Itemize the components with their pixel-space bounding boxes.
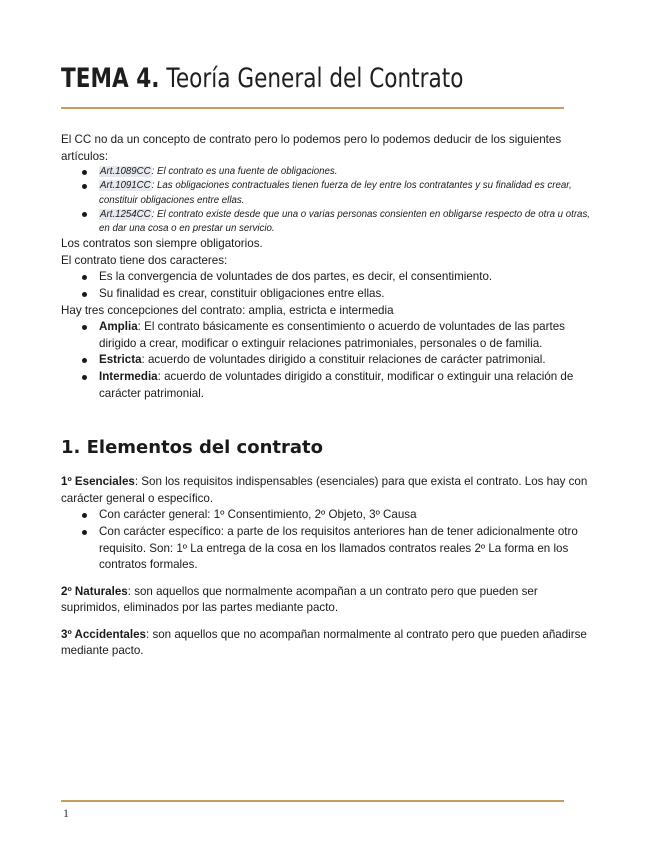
article-ref: Art.1089CC (100, 166, 151, 178)
article-text: : El contrato existe desde que una o varias personas consienten en obligarse respecto de otra u otras, en dar una cosa o en prestar un servicio. (99, 208, 590, 234)
obligatory-paragraph: Los contratos son siempre obligatorios. (61, 237, 263, 251)
document-body (61, 132, 591, 660)
article-item (99, 179, 591, 207)
conception-text: : El contrato básicamente es consentimiento o acuerdo de voluntades de las partes dirigido a crear, modificar o extinguir relaciones patrimoniales, personales o de familia. (99, 320, 565, 350)
naturales-term: 2º Naturales (61, 584, 128, 598)
esenciales-term: 1º Esenciales (61, 475, 135, 489)
characters-intro: El contrato tiene dos caracteres: (61, 253, 228, 267)
conceptions-list (61, 319, 591, 402)
conception-term: Estricta (99, 353, 142, 367)
esenciales-list (61, 507, 591, 573)
conceptions-intro: Hay tres concepciones del contrato: amplia, estricta e intermedia (61, 303, 394, 317)
conception-item (99, 352, 591, 369)
naturales-text: : son aquellos que normalmente acompañan a un contrato pero que pueden ser suprimidos, eliminados por las partes mediante pacto. (61, 584, 538, 615)
conception-text: : acuerdo de voluntades dirigido a constituir, modificar o extinguir una relación de carácter patrimonial. (99, 369, 574, 400)
section-heading: 1. Elementos del contrato (61, 437, 324, 459)
article-text: : El contrato es una fuente de obligaciones. (151, 166, 338, 178)
title-name: Teoría General del Contrato (159, 63, 464, 94)
characters-list (61, 269, 591, 302)
conception-term: Intermedia (99, 369, 158, 383)
title-tema: TEMA 4. (61, 63, 160, 94)
naturales-paragraph (61, 584, 591, 617)
conception-item (99, 319, 591, 352)
accidentales-term: 3º Accidentales (61, 627, 146, 641)
article-item (99, 208, 591, 236)
article-ref: Art.1254CC (100, 208, 151, 220)
list-item: Con carácter general: 1º Consentimiento, 2º Objeto, 3º Causa (99, 507, 591, 524)
articles-list (61, 165, 591, 236)
footer-divider (61, 800, 564, 802)
conception-text: : acuerdo de voluntades dirigido a constituir relaciones de carácter patrimonial. (141, 353, 546, 367)
accidentales-paragraph (61, 627, 591, 660)
accidentales-text: : son aquellos que no acompañan normalmente al contrato pero que pueden añadirse mediante pacto. (61, 627, 587, 658)
list-item: Es la convergencia de voluntades de dos partes, es decir, el consentimiento. (99, 269, 591, 286)
esenciales-text: : Son los requisitos indispensables (esenciales) para que exista el contrato. Los hay con carácter general o específico. (61, 475, 588, 505)
list-item: Su finalidad es crear, constituir obligaciones entre ellas. (99, 286, 591, 303)
article-ref: Art.1091CC (100, 180, 151, 192)
title-divider (61, 107, 564, 109)
article-item (99, 165, 591, 179)
page-title (61, 62, 463, 96)
article-text: : Las obligaciones contractuales tienen fuerza de ley entre los contratantes y su finalidad es crear, constituir obligaciones entre ellas. (99, 180, 572, 206)
list-item: Con carácter específico: a parte de los requisitos anteriores han de tener adicionalmente otro requisito. Son: 1º La entrega de la cosa en los llamados contratos reales 2º La forma en los contratos formales. (99, 524, 591, 574)
intro-paragraph: El CC no da un concepto de contrato pero lo podemos pero lo podemos deducir de los siguientes artículos: (61, 133, 562, 163)
esenciales-paragraph (61, 474, 591, 507)
conception-item (99, 369, 591, 402)
conception-term: Amplia (99, 320, 138, 334)
page-number: 1 (63, 806, 69, 820)
